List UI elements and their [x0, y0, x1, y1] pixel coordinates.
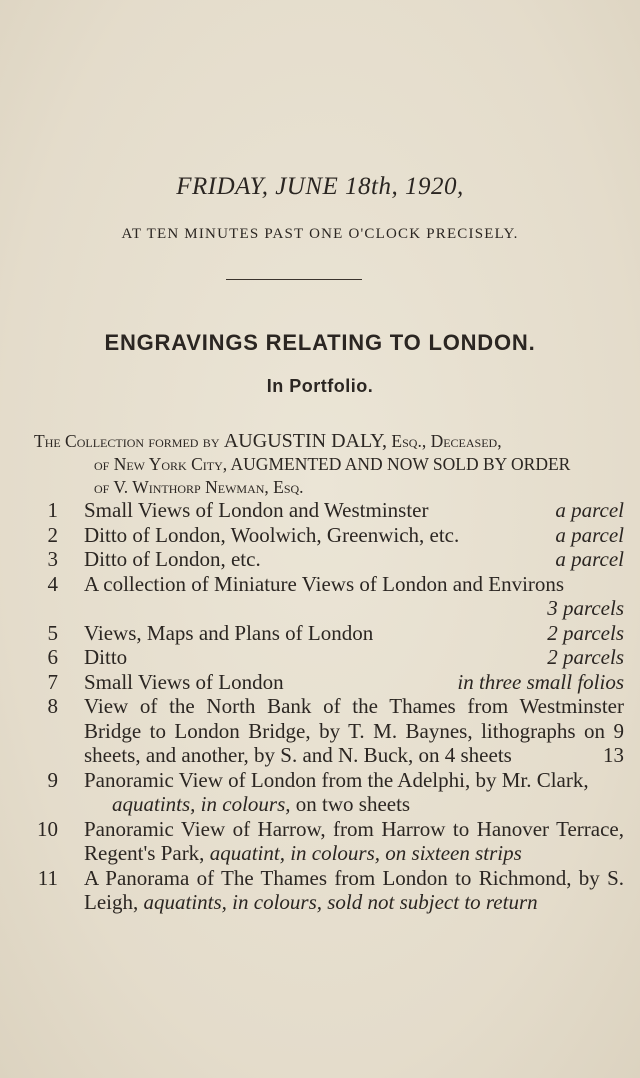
intro-line-1 — [34, 430, 624, 453]
lot-description: Small Views of London and Westminster — [84, 498, 429, 522]
lot-quantity: a parcel — [555, 498, 624, 522]
lot-item — [34, 645, 624, 670]
lot-description: A Panorama of The Thames from London to Richmond, by S. Leigh, — [84, 865, 624, 914]
sale-time: AT TEN MINUTES PAST ONE O'CLOCK PRECISELY. — [121, 226, 519, 242]
lot-description: View of the North Bank of the Thames from Westminster Bridge to London Bridge, by T. M. Baynes, lithographs on 9 sheets, and another, by S. and N. Buck, on 4 sheets — [84, 694, 624, 767]
lot-quantity: in three small folios — [457, 669, 624, 694]
lot-number: 3 — [47, 547, 58, 571]
lot-item — [34, 547, 624, 572]
lot-description-end: on two sheets — [295, 792, 411, 816]
lot-item — [34, 866, 624, 915]
lot-medium: aquatints, in colours, sold not subject to return — [143, 890, 538, 914]
section-subtitle: In Portfolio. — [266, 376, 374, 396]
section-title: ENGRAVINGS RELATING TO LONDON. — [104, 330, 536, 355]
intro-line-2: of New York City, AUGMENTED AND NOW SOLD BY ORDER — [94, 454, 571, 474]
lot-number: 10 — [37, 816, 58, 841]
lot-description: A collection of Miniature Views of London and Environs — [84, 571, 565, 596]
lot-description: Panoramic View of Harrow, from Harrow to Hanover Terrace, Regent's Park, — [84, 816, 624, 865]
lot-medium: aquatint, in colours, on sixteen strips — [209, 841, 522, 865]
lot-list — [34, 498, 624, 915]
collection-intro — [34, 430, 624, 499]
lot-item — [34, 768, 624, 817]
lot-quantity: 3 parcels — [547, 596, 624, 620]
lot-number: 2 — [47, 522, 58, 547]
lot-quantity: 2 parcels — [547, 645, 624, 669]
lot-description: Ditto of London, Woolwich, Greenwich, etc. — [84, 522, 460, 547]
lot-quantity: 13 — [603, 743, 624, 767]
lot-item — [34, 694, 624, 768]
lot-quantity: a parcel — [555, 547, 624, 571]
lot-description: Small Views of London — [84, 669, 284, 694]
collector-name: AUGUSTIN DALY, — [223, 430, 388, 452]
lot-description: Ditto — [84, 645, 128, 669]
lot-number: 11 — [37, 865, 58, 890]
lot-number: 1 — [47, 498, 58, 522]
lot-description: Panoramic View of London from the Adelphi, by Mr. Clark, — [84, 767, 589, 792]
lot-description: Views, Maps and Plans of London — [84, 620, 374, 645]
lot-item — [34, 621, 624, 646]
intro-lead: The Collection formed by — [34, 431, 220, 451]
lot-number: 9 — [47, 767, 58, 792]
lot-number: 4 — [47, 571, 58, 596]
lot-quantity: 2 parcels — [547, 620, 624, 645]
lot-description: Ditto of London, etc. — [84, 547, 261, 571]
lot-number: 8 — [47, 694, 58, 718]
lot-number: 7 — [47, 669, 58, 694]
lot-item — [34, 498, 624, 523]
lot-number: 6 — [47, 645, 58, 669]
lot-item — [34, 670, 624, 695]
lot-medium: aquatints, in colours, — [112, 792, 291, 816]
lot-number: 5 — [47, 620, 58, 645]
intro-suffix: Esq., Deceased, — [391, 431, 502, 451]
divider-rule — [226, 279, 362, 280]
lot-item — [34, 817, 624, 866]
sale-date: FRIDAY, JUNE 18th, 1920, — [176, 173, 464, 200]
intro-line-3: of V. Winthorp Newman, Esq. — [94, 477, 304, 497]
lot-item — [34, 523, 624, 548]
lot-quantity: a parcel — [555, 522, 624, 547]
lot-item — [34, 572, 624, 621]
